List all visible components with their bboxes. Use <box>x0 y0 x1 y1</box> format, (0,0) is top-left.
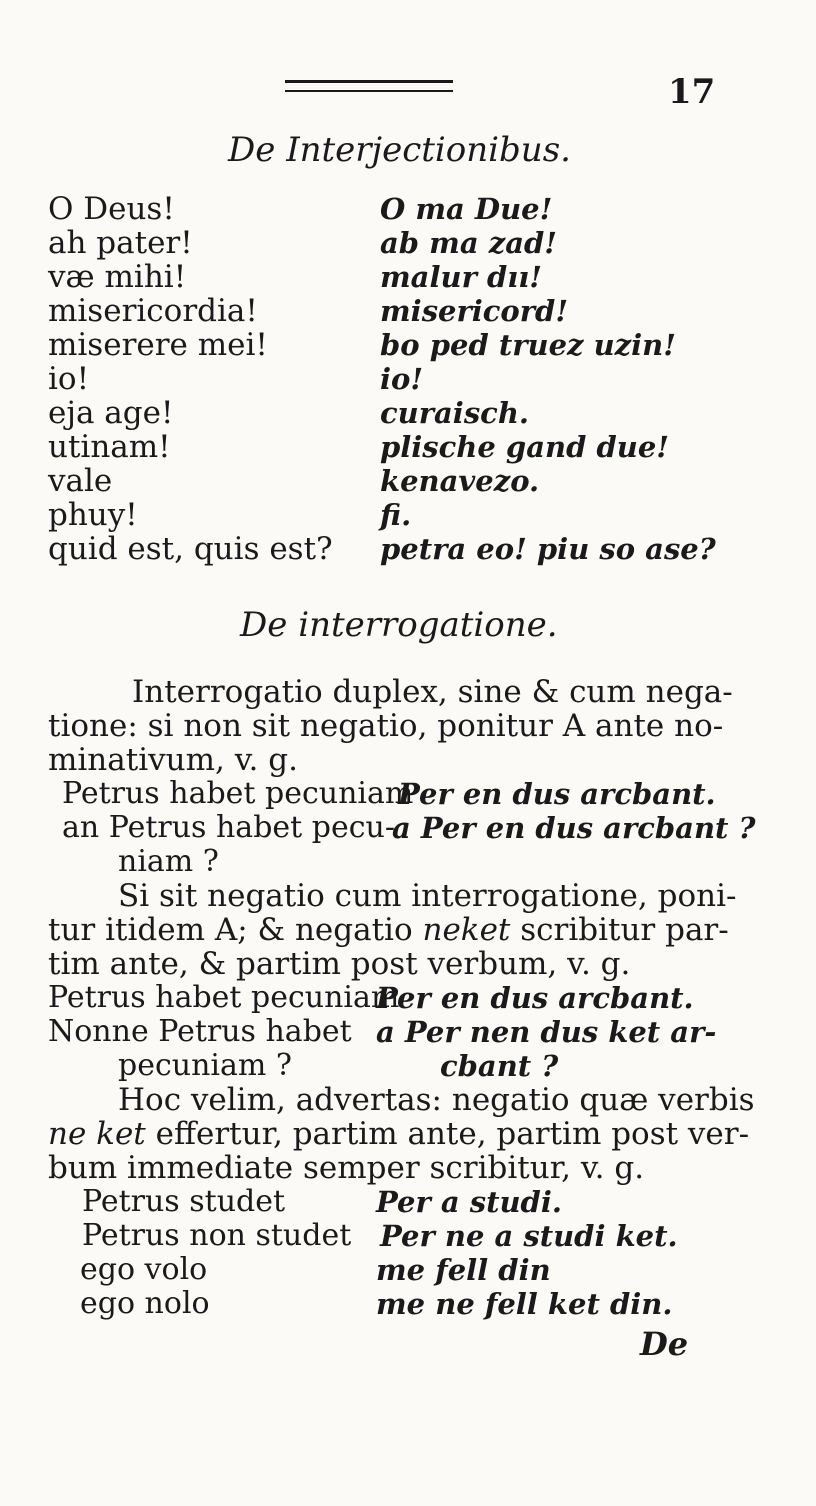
latin-term: ah pater! <box>48 225 193 261</box>
text-run: tur itidem A; & negatio <box>48 912 423 948</box>
example-latin: ego nolo <box>80 1286 210 1321</box>
example-translation: a Per nen dus ket ar- <box>376 1015 717 1049</box>
example-latin: niam ? <box>118 844 219 879</box>
latin-term: væ mihi! <box>48 259 187 295</box>
paragraph-line: bum immediate semper scribitur, v. g. <box>48 1150 645 1186</box>
translation-term: ab ma zad! <box>380 226 558 260</box>
example-translation: me ne fell ket din. <box>376 1287 673 1321</box>
section-heading-interjections: De Interjectionibus. <box>228 130 571 170</box>
text-run: scribitur par- <box>510 912 729 948</box>
latin-term: phuy! <box>48 497 138 533</box>
example-translation: Per en dus arcbant. <box>376 981 694 1015</box>
example-translation: Per en dus arcbant. <box>398 777 716 811</box>
translation-term: plische gand due! <box>380 430 669 464</box>
latin-term: io! <box>48 361 90 397</box>
translation-term: kenavezo. <box>380 464 540 498</box>
text-run: effertur, partim ante, partim post ver- <box>145 1116 750 1152</box>
paragraph-line: Si sit negatio cum interrogatione, poni- <box>118 878 737 914</box>
paragraph-line: tim ante, & partim post verbum, v. g. <box>48 946 631 982</box>
example-latin: Petrus habet pecuniam <box>48 980 400 1015</box>
translation-term: bo ped truez uzin! <box>380 328 676 362</box>
paragraph-line: Interrogatio duplex, sine & cum nega- <box>132 674 733 710</box>
example-translation: Per ne a studi ket. <box>380 1219 678 1253</box>
example-latin: Petrus non studet <box>82 1218 352 1253</box>
translation-term: petra eo! piu so ase? <box>380 532 716 566</box>
latin-term: O Deus! <box>48 191 175 227</box>
italic-word: neket <box>422 912 511 948</box>
example-latin: Petrus studet <box>82 1184 286 1219</box>
latin-term: eja age! <box>48 395 174 431</box>
header-rule-bottom <box>285 90 453 92</box>
section-heading-interrogation: De interrogatione. <box>240 605 558 645</box>
paragraph-line: minativum, v. g. <box>48 742 298 778</box>
paragraph-line <box>48 1117 749 1151</box>
example-translation: a Per en dus arcbant ? <box>392 811 756 845</box>
paragraph-line: Hoc velim, advertas: negatio quæ verbis <box>118 1082 755 1118</box>
latin-term: vale <box>48 463 113 499</box>
paragraph-line <box>48 913 729 947</box>
translation-term: malur dıı! <box>380 260 542 294</box>
translation-term: io! <box>380 362 424 396</box>
page-number: 17 <box>668 72 716 112</box>
example-latin: ego volo <box>80 1252 208 1287</box>
translation-term: misericord! <box>380 294 569 328</box>
translation-term: curaisch. <box>380 396 529 430</box>
example-latin: an Petrus habet pecu- <box>62 810 395 845</box>
translation-term: O ma Due! <box>380 192 553 226</box>
example-translation: cbant ? <box>440 1049 559 1083</box>
latin-term: quid est, quis est? <box>48 531 333 567</box>
paragraph-line: tione: si non sit negatio, ponitur A ante no- <box>48 708 724 744</box>
translation-term: fi. <box>380 498 412 532</box>
header-rule-top <box>285 80 453 83</box>
italic-word: ne ket <box>48 1116 146 1152</box>
catchword: De <box>640 1325 689 1363</box>
example-latin: Nonne Petrus habet <box>48 1014 352 1049</box>
latin-term: miserere mei! <box>48 327 268 363</box>
example-latin: Petrus habet pecuniam <box>62 776 414 811</box>
latin-term: misericordia! <box>48 293 258 329</box>
example-latin: pecuniam ? <box>118 1048 292 1083</box>
example-translation: Per a studi. <box>376 1185 562 1219</box>
example-translation: me fell din <box>376 1253 551 1287</box>
latin-term: utinam! <box>48 429 171 465</box>
